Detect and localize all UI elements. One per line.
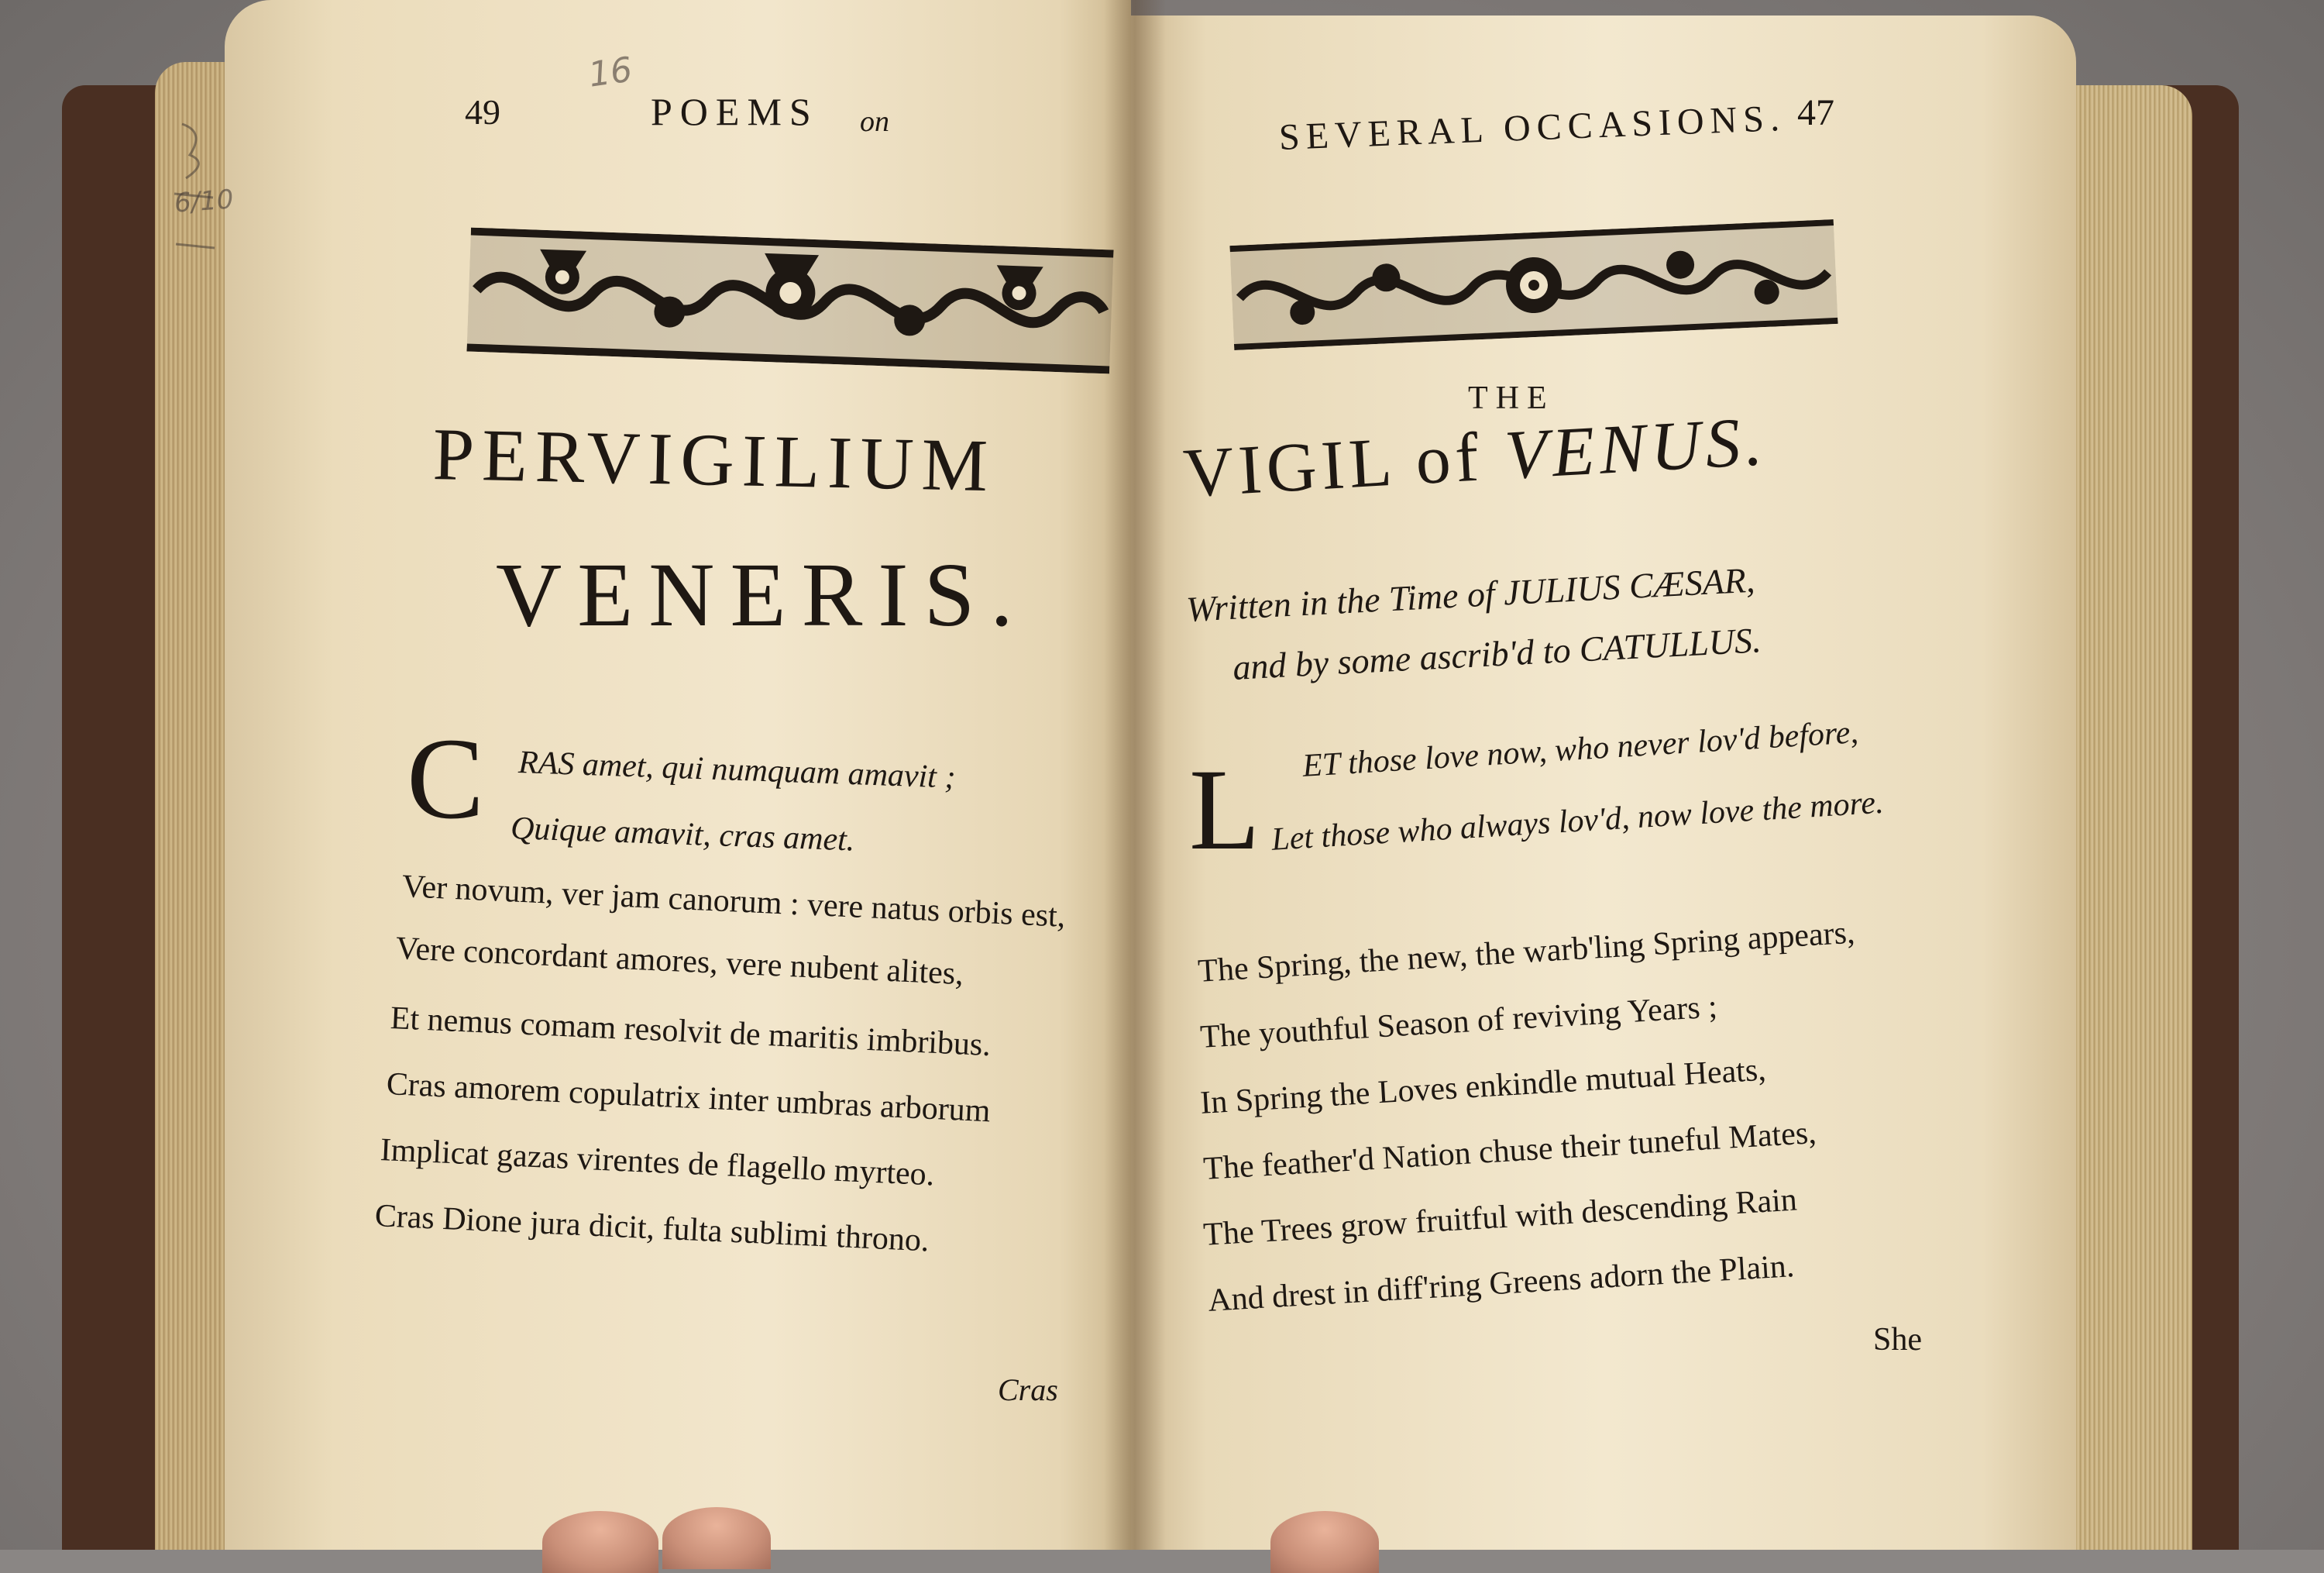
left-verse-line: Vere concordant amores, vere nubent alites, <box>394 930 964 993</box>
right-catchword: She <box>1873 1322 1922 1358</box>
right-verse-line: The youthful Season of reviving Years ; <box>1199 989 1719 1055</box>
right-title-part-b: VENUS. <box>1503 402 1769 494</box>
right-second-line: Let those who always lov'd, now love the more. <box>1270 784 1885 858</box>
right-dropcap: L <box>1189 745 1260 874</box>
fingertip <box>542 1511 658 1573</box>
left-verse-line: Cras amorem copulatrix inter umbras arborum <box>385 1065 992 1130</box>
book-gutter <box>1104 0 1166 1550</box>
fingertip <box>1270 1511 1379 1573</box>
right-verse-line: The Trees grow fruitful with descending Rain <box>1202 1182 1798 1253</box>
right-verse-line: The Spring, the new, the warb'ling Spring appears, <box>1197 914 1856 990</box>
pencil-mark-number: 16 <box>586 50 635 95</box>
left-page-number: 49 <box>465 92 500 132</box>
left-running-head-suffix: on <box>860 105 889 138</box>
left-verse-line: Et nemus comam resolvit de maritis imbribus. <box>389 1000 992 1064</box>
left-verse-line: Cras Dione jura dicit, fulta sublimi throno. <box>373 1197 930 1259</box>
pencil-mark-fraction: 6/10 <box>173 184 235 219</box>
right-verse-line: The feather'd Nation chuse their tuneful Mates, <box>1202 1115 1817 1187</box>
left-first-line: RAS amet, qui numquam amavit ; <box>517 744 957 796</box>
right-page-number: 47 <box>1797 92 1834 133</box>
right-title-part-a: VIGIL of <box>1181 417 1508 512</box>
right-running-head: SEVERAL OCCASIONS. <box>1278 97 1786 158</box>
left-title-line2: VENERIS. <box>496 544 1029 645</box>
right-verse-line: In Spring the Loves enkindle mutual Heats, <box>1199 1052 1767 1121</box>
left-running-head: POEMS <box>651 90 819 133</box>
right-subtitle-line1: Written in the Time of JULIUS CÆSAR, <box>1185 559 1756 629</box>
left-catchword: Cras <box>998 1372 1058 1407</box>
headpiece-ornament-left <box>466 228 1113 374</box>
right-verse-line: And drest in diff'ring Greens adorn the Plain. <box>1207 1248 1796 1319</box>
fingertip <box>662 1507 771 1569</box>
right-first-line: ET those love now, who never lov'd before, <box>1301 714 1860 784</box>
left-title-line1: PERVIGILIUM <box>431 411 997 508</box>
left-verse-line: Ver novum, ver jam canorum : vere natus orbis est, <box>401 868 1067 935</box>
left-verse-line: Implicat gazas virentes de flagello myrteo. <box>379 1131 936 1193</box>
left-second-line: Quique amavit, cras amet. <box>510 810 856 859</box>
right-title-the: THE <box>1468 380 1555 416</box>
right-subtitle-line2: and by some ascrib'd to CATULLUS. <box>1232 620 1762 687</box>
left-dropcap: C <box>407 714 485 843</box>
